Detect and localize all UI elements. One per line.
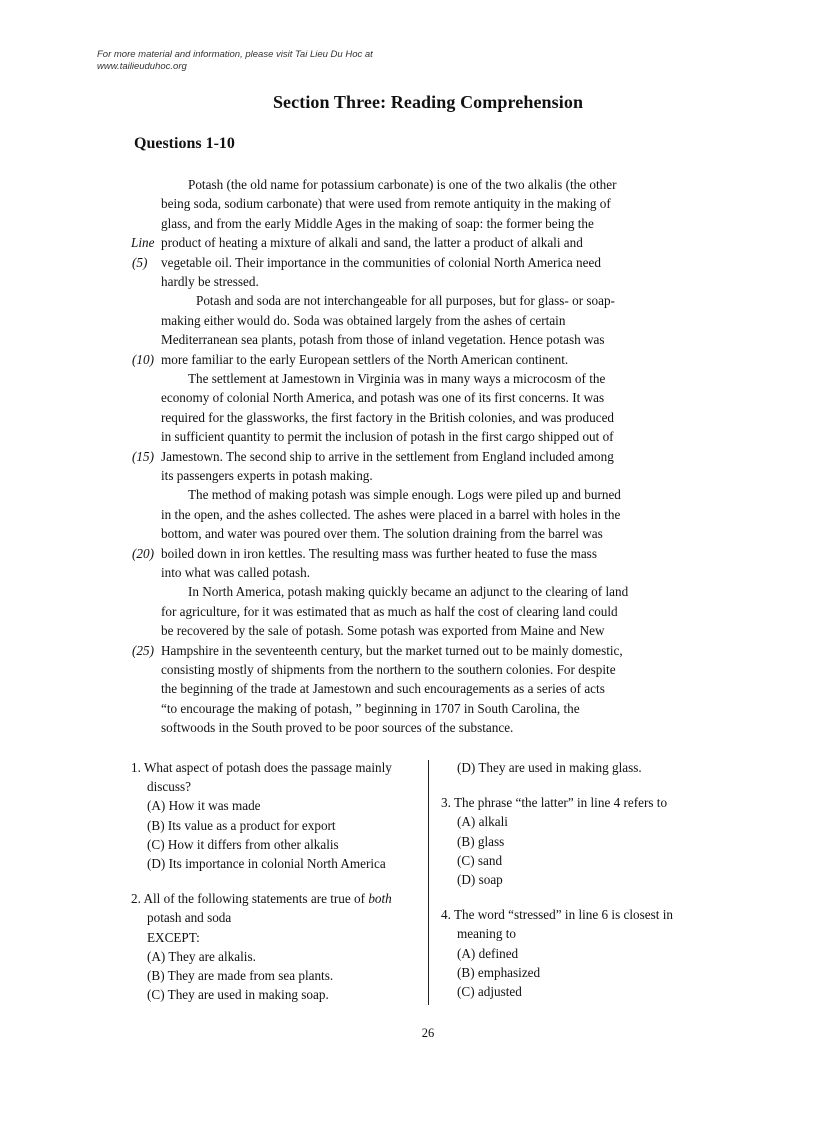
passage-line: glass, and from the early Middle Ages in the making of soap: the former being the xyxy=(161,215,594,231)
passage-line: product of heating a mixture of alkali and sand, the latter a product of alkali and xyxy=(161,235,583,251)
question-stem-text: 2. All of the following statements are true of xyxy=(131,891,369,907)
question-stem xyxy=(131,889,421,908)
answer-option[interactable]: (B) Its value as a product for export xyxy=(147,817,336,833)
question-stem: 3. The phrase “the latter” in line 4 refers to xyxy=(441,795,668,811)
answer-option[interactable]: (A) How it was made xyxy=(147,798,261,814)
answer-option[interactable]: (A) They are alkalis. xyxy=(147,948,256,964)
answer-option[interactable]: (C) adjusted xyxy=(457,984,522,1000)
passage-line: in sufficient quantity to permit the inclusion of potash in the first cargo shipped out of xyxy=(161,429,614,445)
passage-line: Potash and soda are not interchangeable for all purposes, but for glass- or soap- xyxy=(196,293,615,309)
section-title: Section Three: Reading Comprehension xyxy=(272,92,584,112)
answer-option[interactable]: (C) sand xyxy=(457,852,503,868)
passage-line: The method of making potash was simple enough. Logs were piled up and burned xyxy=(188,487,621,503)
passage-line: being soda, sodium carbonate) that were used from remote antiquity in the making of xyxy=(161,196,611,212)
question-stem: 4. The word “stressed” in line 6 is closest in xyxy=(441,907,673,923)
passage-line: Mediterranean sea plants, potash from those of inland vegetation. Hence potash was xyxy=(161,332,605,348)
passage-line: In North America, potash making quickly became an adjunct to the clearing of land xyxy=(188,584,629,600)
line-marker-20: (20) xyxy=(132,545,154,561)
line-marker-5: (5) xyxy=(132,254,148,270)
column-divider xyxy=(428,760,429,1005)
questions-left-column xyxy=(131,758,421,1004)
passage-line: Jamestown. The second ship to arrive in the settlement from England included among xyxy=(161,448,614,464)
passage-line: vegetable oil. Their importance in the communities of colonial North America need xyxy=(161,254,601,270)
answer-option[interactable]: (A) alkali xyxy=(457,814,508,830)
answer-option[interactable]: (D) They are used in making glass. xyxy=(457,760,642,775)
page-number: 26 xyxy=(421,1026,435,1040)
passage-line: in the open, and the ashes collected. The ashes were placed in a barrel with holes in the xyxy=(161,506,621,522)
passage-line: Hampshire in the seventeenth century, but the market turned out to be mainly domestic, xyxy=(161,642,623,658)
question-stem-except: EXCEPT: xyxy=(147,929,200,945)
question-3 xyxy=(441,793,701,889)
passage-line: Potash (the old name for potassium carbonate) is one of the two alkalis (the other xyxy=(188,177,617,192)
question-stem: 1. What aspect of potash does the passage mainly xyxy=(131,760,392,775)
passage-line: required for the glassworks, the first factory in the British colonies, and was produced xyxy=(161,409,615,425)
passage-line: bottom, and water was poured over them. The solution draining from the barrel was xyxy=(161,526,603,542)
passage-line: economy of colonial North America, and potash was one of its first concerns. It was xyxy=(161,390,605,406)
question-1 xyxy=(131,758,421,873)
passage-line: consisting mostly of shipments from the northern to the southern colonies. For despite xyxy=(161,662,616,677)
header-note-line-1: For more material and information, please visit Tai Lieu Du Hoc at xyxy=(97,49,373,60)
passage-line: the beginning of the trade at Jamestown and such encouragements as a series of acts xyxy=(161,681,605,697)
question-4 xyxy=(441,905,701,1001)
passage-line: softwoods in the South proved to be poor sources of the substance. xyxy=(161,720,514,736)
question-stem-cont: meaning to xyxy=(457,926,516,942)
passage-line: be recovered by the sale of potash. Some potash was exported from Maine and New xyxy=(161,623,605,639)
question-stem-cont: potash and soda xyxy=(147,910,232,926)
answer-option[interactable]: (C) They are used in making soap. xyxy=(147,987,329,1003)
passage-line: The settlement at Jamestown in Virginia was in many ways a microcosm of the xyxy=(188,371,606,386)
passage-line: “to encourage the making of potash, ” beginning in 1707 in South Carolina, the xyxy=(161,700,580,716)
line-marker-15: (15) xyxy=(132,448,154,464)
header-note-url: www.tailieuduhoc.org xyxy=(97,61,187,72)
answer-option[interactable]: (C) How it differs from other alkalis xyxy=(147,836,339,852)
passage-line: its passengers experts in potash making. xyxy=(161,468,373,483)
line-marker-line: Line xyxy=(131,235,155,251)
answer-option[interactable]: (D) Its importance in colonial North America xyxy=(147,856,386,872)
question-stem-emphasis: both xyxy=(368,891,392,907)
line-marker-10: (10) xyxy=(132,351,154,367)
passage-line: for agriculture, for it was estimated that as much as half the cost of clearing land could xyxy=(161,603,618,619)
questions-right-column xyxy=(441,758,701,1001)
answer-option[interactable]: (B) emphasized xyxy=(457,964,541,980)
passage-line: hardly be stressed. xyxy=(161,274,259,289)
line-marker-25: (25) xyxy=(132,642,154,658)
header-note xyxy=(97,49,457,73)
answer-option[interactable]: (B) glass xyxy=(457,833,505,849)
passage-line: boiled down in iron kettles. The resulting mass was further heated to fuse the mass xyxy=(161,545,597,561)
passage-line: into what was called potash. xyxy=(161,565,311,580)
passage-line: making either would do. Soda was obtained largely from the ashes of certain xyxy=(161,312,566,328)
questions-heading: Questions 1-10 xyxy=(134,135,235,152)
answer-option[interactable]: (A) defined xyxy=(457,945,519,961)
answer-option[interactable]: (B) They are made from sea plants. xyxy=(147,968,334,984)
passage-line: more familiar to the early European settlers of the North American continent. xyxy=(161,351,569,367)
question-stem-cont: discuss? xyxy=(147,779,191,795)
question-2 xyxy=(131,889,421,1004)
answer-option[interactable]: (D) soap xyxy=(457,872,503,888)
